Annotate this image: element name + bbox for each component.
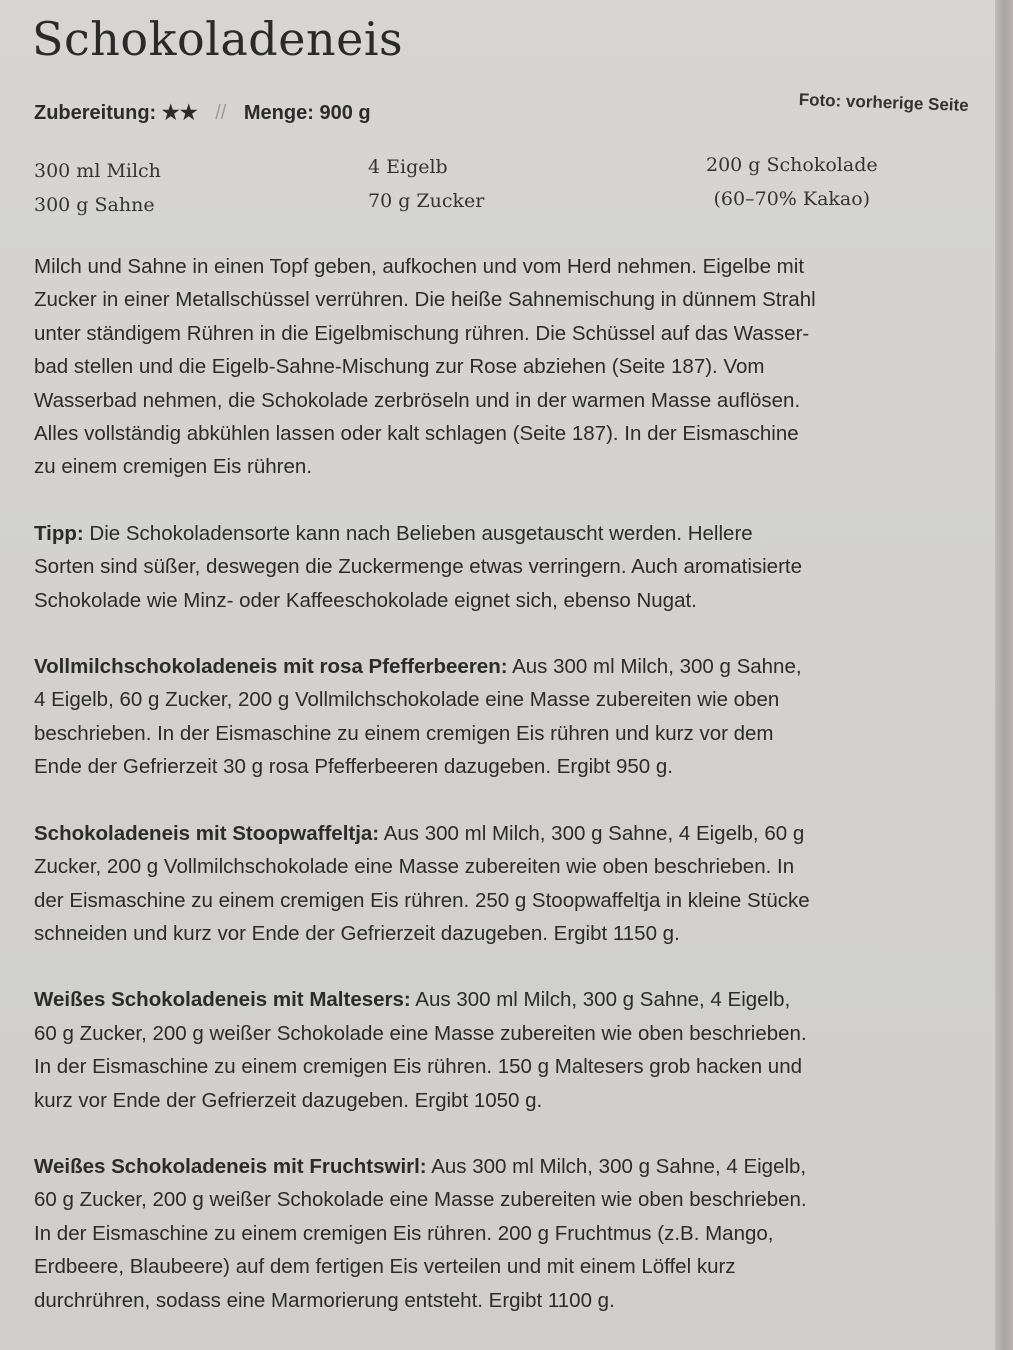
ingredient-item: 70 g Zucker: [368, 190, 485, 212]
quantity-label: Menge:: [243, 102, 314, 124]
text-segment: Aus 300 ml Milch, 300 g Sahne, 4 Eigelb,: [410, 988, 791, 1012]
recipe-body: [34, 250, 994, 1350]
ingredient-item: (60–70% Kakao): [713, 188, 871, 210]
text-line: [34, 817, 994, 850]
ingredients-column-3: [706, 148, 878, 216]
text-line: 60 g Zucker, 200 g weißer Schokolade eine Masse zubereiten wie oben beschrieben.: [34, 1021, 807, 1045]
ingredient-item: 300 ml Milch: [34, 160, 161, 182]
text-line: Wasserbad nehmen, die Schokolade zerbröseln und in der warmen Masse auflösen.: [34, 388, 801, 412]
photo-reference: Foto: vorherige Seite: [798, 90, 969, 115]
text-line: Sorten sind süßer, deswegen die Zuckermenge etwas verringern. Auch aromatisierte: [34, 555, 802, 579]
text-line: schneiden und kurz vor Ende der Gefrierzeit dazugeben. Ergibt 1150 g.: [34, 921, 680, 945]
text-line: Erdbeere, Blaubeere) auf dem fertigen Eis verteilen und mit einem Löffel kurz: [34, 1255, 736, 1279]
variant-paragraph: [34, 983, 994, 1117]
variant-title: Vollmilchschokoladeneis mit rosa Pfefferbeeren:: [34, 655, 508, 679]
text-line: Schokolade wie Minz- oder Kaffeeschokolade eignet sich, ebenso Nugat.: [34, 588, 697, 612]
variant-title: Weißes Schokoladeneis mit Maltesers:: [34, 988, 411, 1012]
text-line: Zucker in einer Metallschüssel verrühren. Die heiße Sahnemischung in dünnem Strahl: [34, 288, 816, 312]
text-line: In der Eismaschine zu einem cremigen Eis rühren. 150 g Maltesers grob hacken und: [34, 1055, 803, 1079]
variant-paragraph: [34, 650, 994, 784]
text-line: [34, 983, 994, 1016]
text-line: unter ständigem Rühren in die Eigelbmischung rühren. Die Schüssel auf das Wasser-: [34, 321, 810, 345]
tip-label: Tipp:: [34, 521, 84, 545]
recipe-meta: [34, 100, 371, 125]
meta-separator: //: [215, 102, 227, 124]
text-line: Ende der Gefrierzeit 30 g rosa Pfefferbeeren dazugeben. Ergibt 950 g.: [34, 755, 673, 779]
text-line: der Eismaschine zu einem cremigen Eis rühren. 250 g Stoopwaffeltja in kleine Stücke: [34, 888, 810, 912]
text-line: Zucker, 200 g Vollmilchschokolade eine Masse zubereiten wie oben beschrieben. In: [34, 855, 795, 879]
instructions-paragraph: [34, 250, 994, 484]
text-line: 4 Eigelb, 60 g Zucker, 200 g Vollmilchschokolade eine Masse zubereiten wie oben: [34, 688, 780, 712]
text-line: beschrieben. In der Eismaschine zu einem cremigen Eis rühren und kurz vor dem: [34, 721, 774, 745]
tip-paragraph: [34, 517, 994, 617]
text-segment: Aus 300 ml Milch, 300 g Sahne, 4 Eigelb,: [426, 1154, 807, 1178]
page-edge: [995, 0, 1013, 1350]
difficulty-stars-icon: ★★: [161, 102, 198, 124]
quantity-value: 900 g: [319, 102, 371, 124]
text-line: kurz vor Ende der Gefrierzeit dazugeben. Ergibt 1050 g.: [34, 1088, 543, 1112]
text-line: In der Eismaschine zu einem cremigen Eis rühren. 200 g Fruchtmus (z.B. Mango,: [34, 1221, 774, 1245]
text-line: zu einem cremigen Eis rühren.: [34, 455, 313, 479]
text-line: [34, 1150, 994, 1183]
variant-title: Schokoladeneis mit Stoopwaffeltja:: [34, 821, 380, 845]
variant-title: Weißes Schokoladeneis mit Fruchtswirl:: [34, 1154, 427, 1178]
text-line: bad stellen und die Eigelb-Sahne-Mischung zur Rose abziehen (Seite 187). Vom: [34, 355, 765, 379]
ingredient-item: 300 g Sahne: [34, 194, 155, 216]
text-line: durchrühren, sodass eine Marmorierung entsteht. Ergibt 1100 g.: [34, 1288, 615, 1312]
ingredients-column-2: [368, 150, 484, 218]
ingredients-column-1: [34, 154, 161, 222]
recipe-title: Schokoladeneis: [32, 12, 404, 66]
variant-paragraph: [34, 817, 994, 951]
preparation-label: Zubereitung:: [34, 102, 157, 124]
text-segment: Aus 300 ml Milch, 300 g Sahne, 4 Eigelb, 60 g: [379, 821, 805, 845]
text-line: Milch und Sahne in einen Topf geben, aufkochen und vom Herd nehmen. Eigelbe mit: [34, 255, 805, 278]
ingredient-item: 200 g Schokolade: [706, 154, 878, 176]
text-segment: Aus 300 ml Milch, 300 g Sahne,: [507, 655, 802, 679]
ingredient-item: 4 Eigelb: [368, 156, 448, 178]
text-line: [34, 517, 994, 550]
text-segment: Die Schokoladensorte kann nach Belieben ausgetauscht werden. Hellere: [83, 521, 753, 545]
text-line: Alles vollständig abkühlen lassen oder kalt schlagen (Seite 187). In der Eismaschine: [34, 422, 799, 446]
text-line: 60 g Zucker, 200 g weißer Schokolade eine Masse zubereiten wie oben beschrieben.: [34, 1188, 807, 1212]
variant-paragraph: [34, 1150, 994, 1317]
text-line: [34, 650, 994, 683]
